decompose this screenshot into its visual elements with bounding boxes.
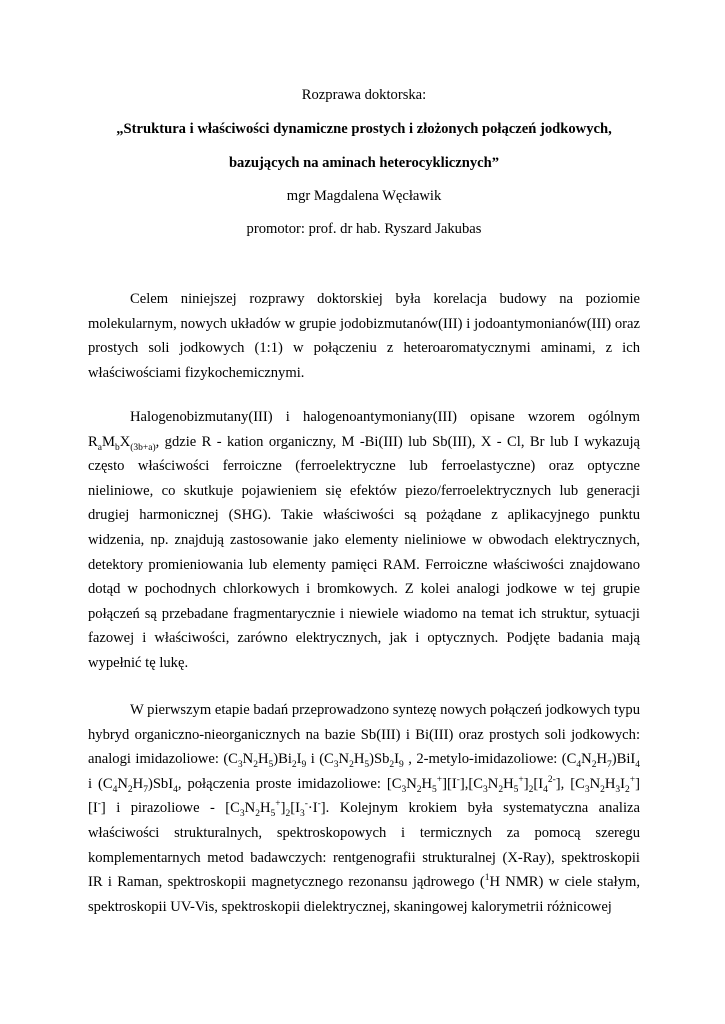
thesis-title-line-1: „Struktura i właściwości dynamiczne prostych i złożonych połączeń jodkowych, <box>116 121 612 137</box>
document-type-label: Rozprawa doktorska: <box>301 87 427 103</box>
paragraph-aim <box>88 287 640 385</box>
formula-imidazolium-bi: $(C_3N_2H_5)Bi_2I_9$ i $(C_3N_2H_5)Sb_2I_9$ <box>223 751 404 771</box>
formula-pyrazolium: $[C_3N_2H_5^+]_2[I_3^-\cdot I^-]$ <box>225 799 326 820</box>
author-name: mgr Magdalena Węcławik <box>286 188 442 204</box>
thesis-title-line-2: bazujących na aminach heterocyklicznych” <box>228 155 500 171</box>
p3-text-a: W pierwszym etapie badań przeprowadzono syntezę nowych połączeń jodkowych typu hybryd organiczno-nieorganicznych na bazie Sb(III) i Bi(III) oraz prostych soli jodkowych: analogi imidazoliowe: <box>88 702 640 768</box>
formula-X: X <box>119 433 131 450</box>
formula-sub-a: a <box>97 442 102 453</box>
p2-text-start: Halogenobizmutany(III) i halogenoantymoniany(III) opisane wzorem ogólnym R <box>88 409 640 450</box>
formula-M: M <box>101 433 115 450</box>
formula-sub-3b-a: (3b+a) <box>130 442 156 453</box>
formula-simple-imidazolium: $[C_3N_2H_5^+][I^-],[C_3N_2H_5^+]_2[I_4^{2-}]$, $[C_3N_2H_3I_2^+][I^-]$ <box>88 774 641 817</box>
p3-text-f: H NMR) w ciele stałym, spektroskopii UV-Vis, spektroskopii dielektrycznej, skaningowej kalorymetrii różnicowej <box>88 874 640 915</box>
isotope-superscript: 1 <box>484 873 490 884</box>
paragraph-synthesis <box>88 698 640 919</box>
p3-text-c: , połączenia proste imidazoliowe: <box>177 775 387 792</box>
promotor-name: promotor: prof. dr hab. Ryszard Jakubas <box>246 221 482 237</box>
p2-text-rest: , gdzie R - kation organiczny, M -Bi(III) lub Sb(III), X - Cl, Br lub I wykazują często właściwości ferroiczne (ferroelektryczne lub ferroelastyczne) oraz optyczne nieliniowe, co skutkuje pojawieniem się efektów piezo/ferroelektrycznych lub generacji drugiej harmonicznej (SHG). Takie właściwości są pożądane z aplikacyjnego punktu widzenia, np. znajdują zastosowanie jako elementy nieliniowe w obwodach elektrycznych, detektory promieniowania lub elementy pamięci RAM. Ferroiczne właściwości znajdowano dotąd w pochodnych chlorkowych i bromkowych. Z kolei analogi jodkowe w tej grupie połączeń są przebadane fragmentarycznie i niewiele wiadomo na temat ich struktur, sytuacji fazowej i właściwości, zarówno elektrycznych, jak i optycznych. Podjęte badania mają wypełnić tę lukę. <box>88 433 640 671</box>
formula-sub-b: b <box>114 442 120 453</box>
p3-text-e: . Kolejnym krokiem była systematyczna analiza właściwości strukturalnych, spektroskopowych i termicznych za pomocą szeregu komplementarnych metod badawczych: rentgenografii strukturalnej (X-Ray), spektroskopii IR i Raman, spektroskopii magnetycznego rezonansu jądrowego ( <box>88 800 640 891</box>
p3-text-b: , 2-metylo-imidazoliowe: <box>408 751 562 768</box>
p3-text-d: i pirazoliowe - <box>105 800 226 817</box>
formula-methylimidazolium: $(C_4N_2H_7)BiI_4$ i $(C_4N_2H_7)SbI_4$ <box>88 751 640 795</box>
paragraph-halogenometallates <box>88 405 640 676</box>
paragraph-aim-text: Celem niniejszej rozprawy doktorskiej była korelacja budowy na poziomie molekularnym, nowych układów w grupie jodobizmutanów(III) i jodoantymonianów(III) oraz prostych soli jodkowych (1:1) w połączeniu z heteroaromatycznymi aminami, z ich właściwościami fizykochemicznymi. <box>88 291 640 381</box>
